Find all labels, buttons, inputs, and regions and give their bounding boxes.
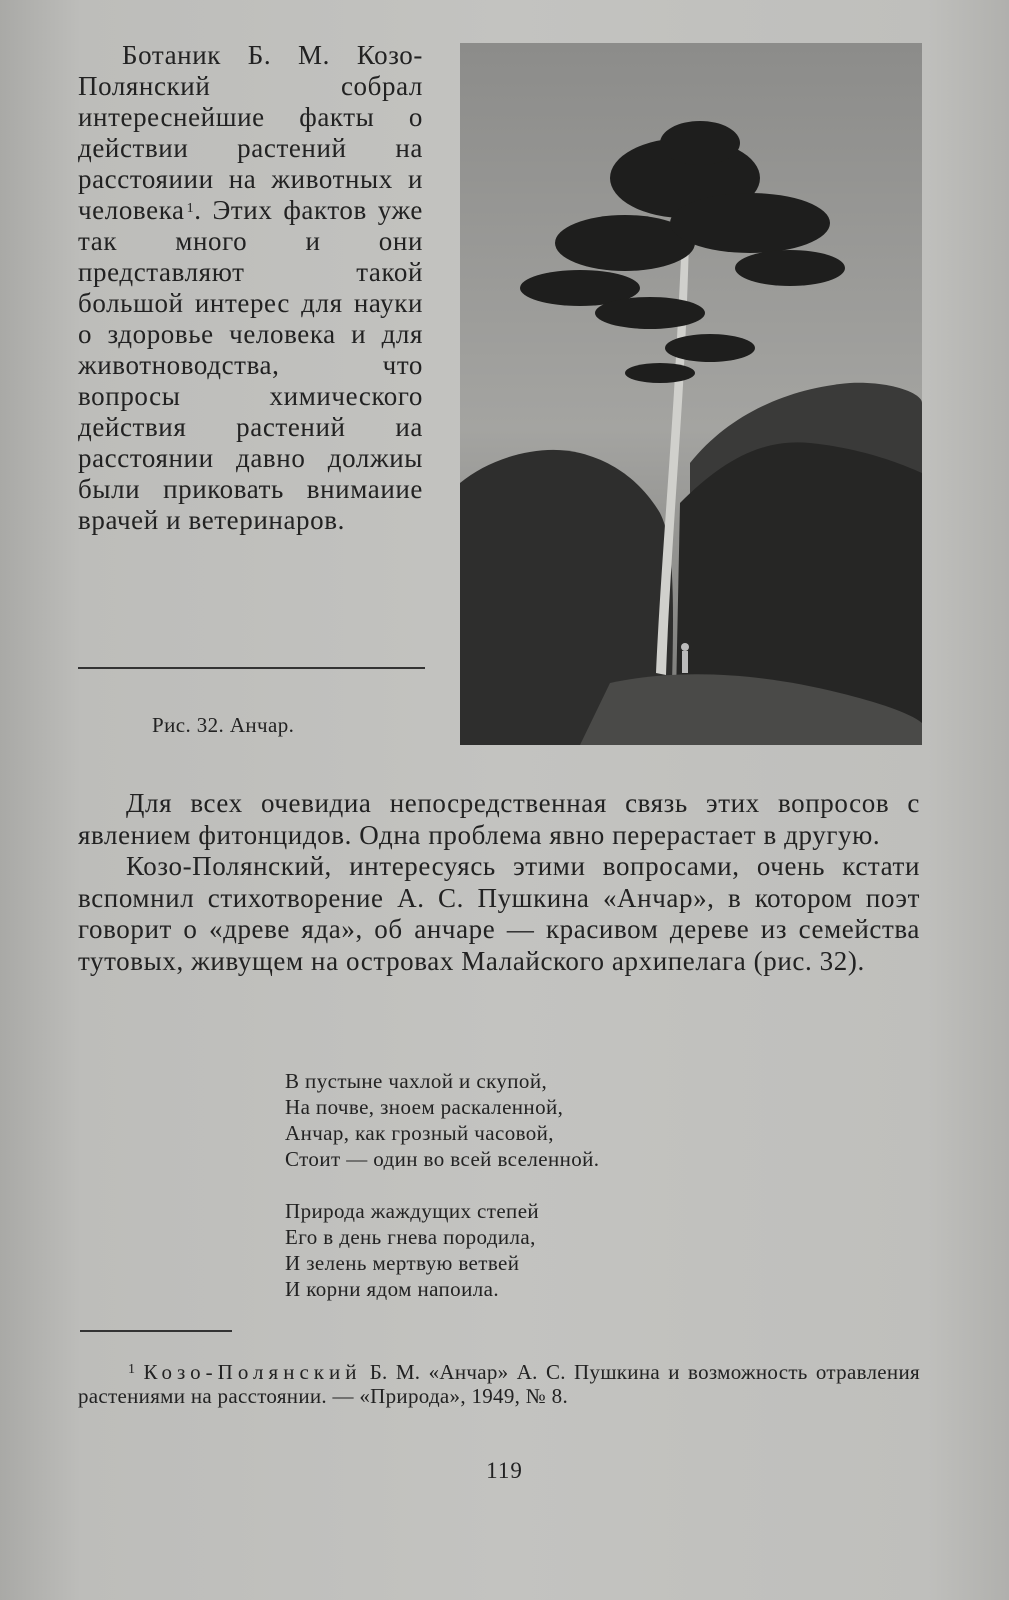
poem-line: Природа жаждущих степей [285,1199,540,1223]
intro-text-continued: . Этих фактов уже так много и они представляют такой большой интерес для науки о здоровье человека и для животноводства, что вопросы химического действия растений иа расстоянии давно должиы были приковать внимаиие врачей и ветеринаров. [78,195,423,535]
poem-line: И зелень мертвую ветвей [285,1251,520,1275]
intro-paragraph [78,40,423,536]
poem-line: На почве, зноем раскаленной, [285,1095,564,1119]
footnote [78,1360,920,1408]
paragraph: Для всех очевидиа непосредственная связь этих вопросов с явлением фитонцидов. Одна проблема явно перерастает в другую. [78,788,920,850]
poem-quote [285,1068,599,1328]
poem-line: Стоит — один во всей вселенной. [285,1147,600,1171]
poem-line: И корни ядом напоила. [285,1277,499,1301]
footnote-text: Б. М. «Анчар» А. С. Пушкина и возможность отравления растениями на расстоянии. — «Природа», 1949, № 8. [78,1360,920,1408]
figure-divider [78,667,425,669]
main-text [78,788,920,977]
footnote-author: Козо-Полянский [143,1360,362,1384]
poem-stanza [285,1198,599,1302]
footnote-divider [80,1330,232,1332]
figure-caption: Рис. 32. Анчар. [152,713,295,737]
intro-text: Ботаник Б. М. Козо-Полянский собрал интереснейшие факты о действии растений на расстояиии на животных и человека [78,40,423,225]
footnote-reference[interactable]: 1 [186,201,195,216]
poem-line: Анчар, как грозный часовой, [285,1121,554,1145]
paragraph: Козо-Полянский, интересуясь этими вопросами, очень кстати вспомнил стихотворение А. С. Пушкина «Анчар», в котором поэт говорит о «древе яда», об анчаре — красивом дереве из семейства тутовых, живущем на островах Малайского архипелага (рис. 32). [78,851,920,976]
poem-stanza [285,1068,599,1172]
poem-line: Его в день гнева породила, [285,1225,536,1249]
footnote-marker: 1 [128,1362,136,1377]
anchar-illustration [460,43,922,745]
poem-line: В пустыне чахлой и скупой, [285,1069,548,1093]
page-number: 119 [486,1458,523,1483]
